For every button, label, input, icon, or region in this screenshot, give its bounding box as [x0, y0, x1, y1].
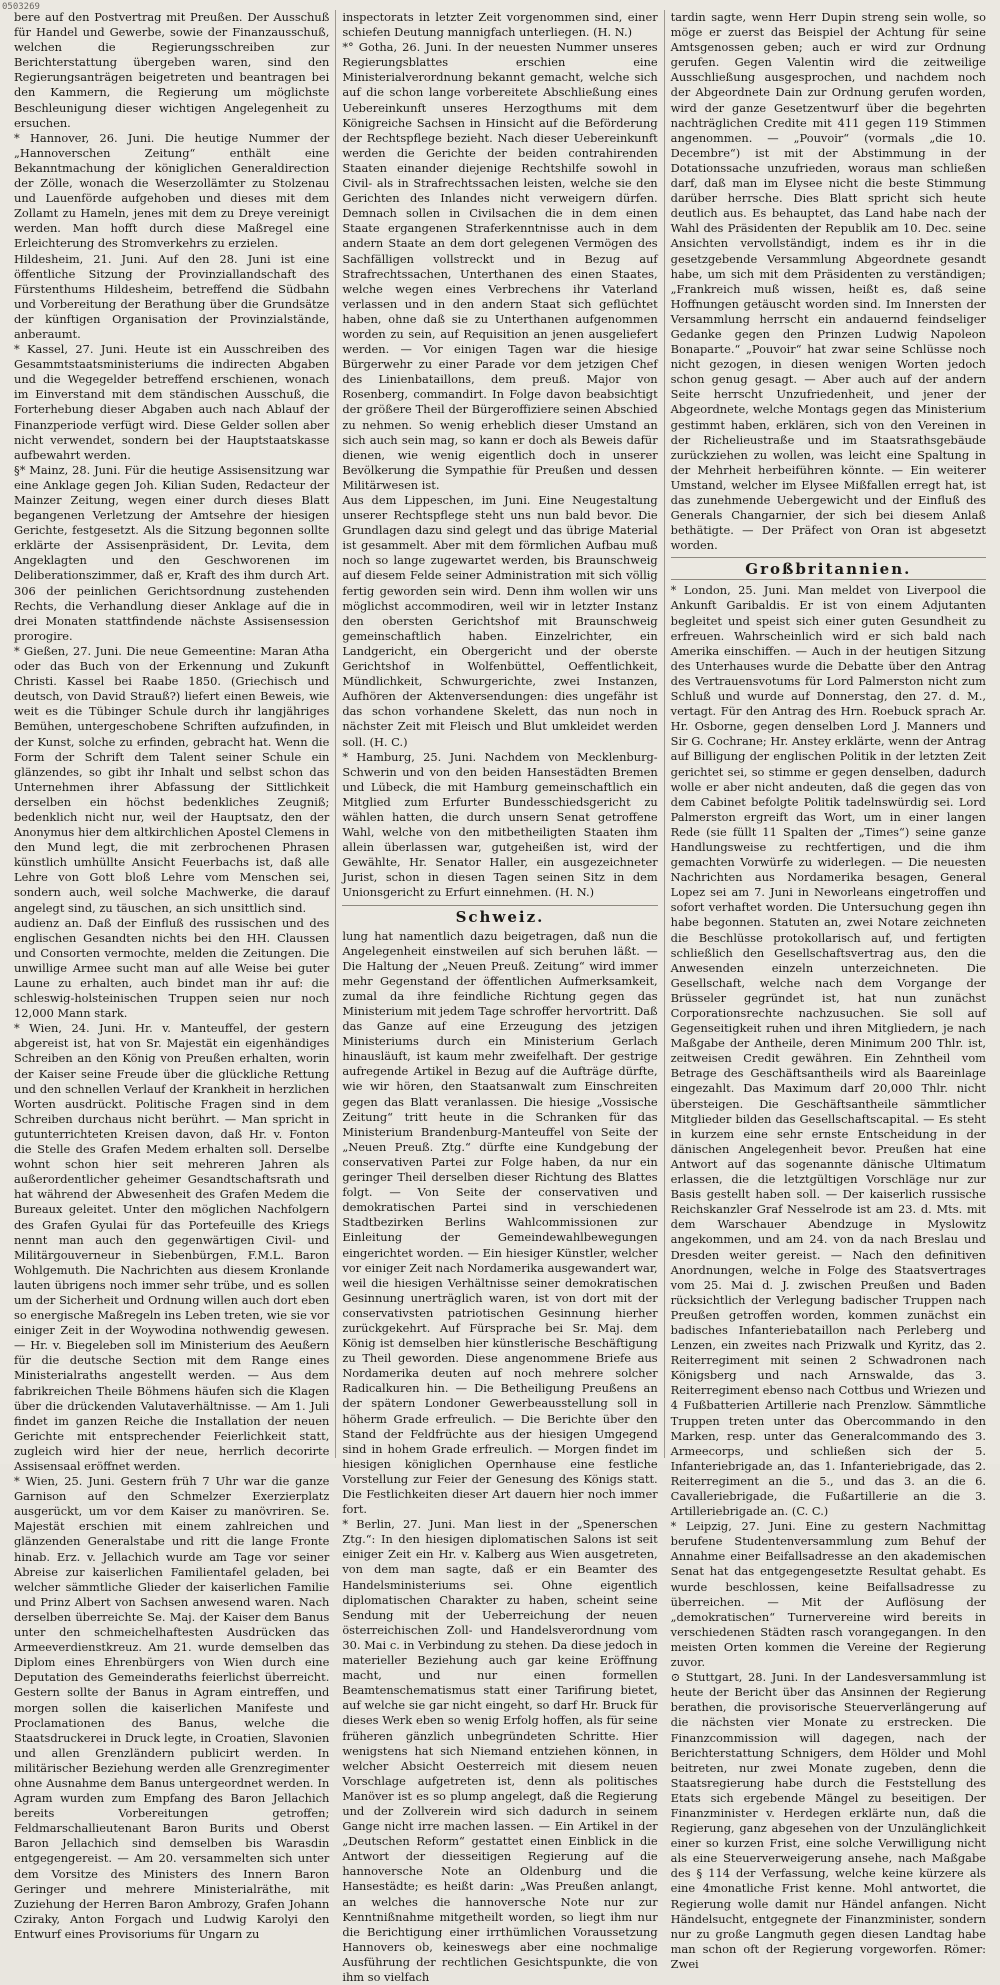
article-paragraph: * Kassel, 27. Juni. Heute ist ein Ausschreiben des Gesammtstaatsministeriums die indirecten Abgaben und die Wegegelder betreffend erschienen, wonach im Einverstand mit dem ständischen Ausschuß, die Forterhebung dieser Abgaben auch nach Ablauf der Finanzperiode verfügt wird. Diese Gelder sollen aber nicht verwendet, sondern bei der Hauptstaatskasse aufbewahrt werden.: [14, 342, 330, 462]
section-heading: Großbritannien.: [671, 557, 986, 580]
archive-stamp: 0503269: [2, 2, 40, 12]
article-paragraph: lung hat namentlich dazu beigetragen, daß nun die Angelegenheit einstweilen auf sich beruhen läßt. — Die Haltung der „Neuen Preuß. Zeitung“ wird immer mehr Gegenstand der öffentlichen Aufmerksamkeit, zumal da ihre feindliche Richtung gegen das Ministerium mit jedem Tage schroffer hervortritt. Daß das Ganze auf eine Erzeugung des jetzigen Ministeriums durch ein Ministerium Gerlach hinausläuft, ist kaum mehr zweifelhaft. Der gestrige aufregende Artikel in Bezug auf die Aufträge dürfte, wie wir hören, den Staatsanwalt zum Einschreiten gegen das Blatt veranlassen. Die hiesige „Vossische Zeitung“ tritt heute in die Schranken für das Ministerium Brandenburg-Manteuffel von Seite der „Neuen Preuß. Ztg.“ dürfte eine Kundgebung der conservativen Partei zur Folge haben, da nur ein geringer Theil derselben dieser Richtung des Blattes folgt. — Von Seite der conservativen und demokratischen Partei sind in verschiedenen Stadtbezirken Berlins Wahlcommissionen zur Einleitung der Gemeindewahlbewegungen eingerichtet worden. — Ein hiesiger Künstler, welcher vor einiger Zeit nach Nordamerika ausgewandert war, weil die hiesigen Verhältnisse seiner demokratischen Gesinnung unerträglich waren, ist von dort mit der conservativsten patriotischen Gesinnung hierher zurückgekehrt. Auf Fürsprache bei Sr. Maj. dem König ist demselben hier künstlerische Beschäftigung zu Theil geworden. Diese angenommene Briefe aus Nordamerika deuten auf noch mehrere solcher Radicalkuren hin. — Die Betheiligung Preußens an der spätern Londoner Gewerbeausstellung soll in höherm Grade erfreulich. — Die Berichte über den Stand der Feldfrüchte aus der hiesigen Umgegend sind in hohem Grade erfreulich. — Morgen findet im hiesigen königlichen Opernhause eine festliche Vorstellung zur Feier der Genesung des Königs statt. Die Festlichkeiten dieser Art dauern hier noch immer fort.: [342, 928, 658, 1517]
article-paragraph: *° Gotha, 26. Juni. In der neuesten Nummer unseres Regierungsblattes erschien eine Ministerialverordnung bekannt gemacht, welche sich auf die schon lange vorbereitete Abschließung eines Uebereinkunft unseres Herzogthums mit dem Königreiche Sachsen in Hinsicht auf die Beförderung der Rechtspflege bezieht. Nach dieser Uebereinkunft werden die Gerichte der beiden contrahirenden Staaten einander diejenige Rechtshilfe sowohl in Civil- als in Strafrechtssachen leisten, welche sie den Gerichten des Inlandes nicht verweigern dürfen. Demnach sollen in Civilsachen die in dem einen Staate ergangenen Straferkenntnisse auch in dem andern Staate an dem dort gelegenen Vermögen des Sachfälligen vollstreckt und in Bezug auf Strafrechtssachen, Unterthanen des einen Staates, welche wegen eines Verbrechens ihr Vaterland verlassen und in den andern Staat sich geflüchtet haben, ohne daß sie zu Unterthanen aufgenommen worden zu sein, auf Requisition an jenen ausgeliefert werden. — Vor einigen Tagen war die hiesige Bürgerwehr zu einer Parade vor dem jetzigen Chef des Linienbataillons, dem preuß. Major von Rosenberg, commandirt. In Folge davon beabsichtigt der größere Theil der Bürgeroffiziere seinen Abschied zu nehmen. So wenig erheblich dieser Umstand an sich auch sein mag, so kann er doch als Beweis dafür dienen, wie wenig eigentlich doch in unserer Bevölkerung die Sympathie für Preußen und dessen Militärwesen ist.: [342, 40, 658, 492]
article-paragraph: ⊙ Stuttgart, 28. Juni. In der Landesversammlung ist heute der Bericht über das Ansinnen der Regierung berathen, die provisorische Steuerverlängerung auf die nächsten vier Monate zu erstrecken. Die Finanzcommission will dagegen, nach der Berichterstattung Schnigers, dem Hölder und Mohl beitreten, nur zwei Monate zugeben, denn die Staatsregierung habe durch die Feststellung des Etats sich ergebende Mängel zu beseitigen. Der Finanzminister v. Herdegen erklärte nun, daß die Regierung, ganz abgesehen von der Unzulänglichkeit einer so kurzen Frist, eine solche Verwilligung nicht als eine Steuerverweigerung ansehe, nach Maßgabe des § 114 der Verfassung, welche keine kürzere als eine 4monatliche Frist kenne. Mohl antwortet, die Regierung wolle damit nur Händel anfangen. Nicht Händelsucht, entgegnete der Finanzminister, sondern nur zu große Langmuth gegen diesen Landtag habe man schon oft der Regierung vorgeworfen. Römer: Zwei: [670, 1670, 986, 1971]
article-paragraph: * Wien, 24. Juni. Hr. v. Manteuffel, der gestern abgereist ist, hat von Sr. Majestät ein eigenhändiges Schreiben an den König von Preußen erhalten, worin der Kaiser seine Freude über die glückliche Rettung und den schnellen Verlauf der Krankheit in herzlichen Worten ausdrückt. Politische Fragen sind in dem Schreiben durchaus nicht berührt. — Man spricht in gutunterrichteten Kreisen davon, daß Hr. v. Fonton die Stelle des Grafen Medem erhalten soll. Derselbe wohnt schon hier seit mehreren Jahren als außerordentlicher geheimer Gesandtschaftsrath und hat während der Abwesenheit des Grafen Medem die Bureaux geleitet. Unter den möglichen Nachfolgern des Grafen Gyulai für das Portefeuille des Kriegs nennt man auch den gegenwärtigen Civil- und Militärgouverneur in Siebenbürgen, F.M.L. Baron Wohlgemuth. Die Nachrichten aus diesem Kronlande lauten übrigens noch immer sehr trübe, und es sollen um der Sicherheit und Ordnung willen auch dort eben so energische Maßregeln ins Leben treten, wie sie vor einiger Zeit in der Woywodina nothwendig gewesen. — Hr. v. Biegeleben soll im Ministerium des Aeußern für die deutsche Section mit dem Range eines Ministerialraths angestellt werden. — Aus dem fabrikreichen Theile Böhmens häufen sich die Klagen über die drückenden Valutaverhältnisse. — Am 1. Juli findet im ganzen Reiche die Installation der neuen Gerichte mit entsprechender Feierlichkeit statt, zugleich wird hier der neue, herrlich decorirte Assisensaal eröffnet werden.: [14, 1021, 330, 1473]
article-paragraph: * Leipzig, 27. Juni. Eine zu gestern Nachmittag berufene Studentenversammlung zum Behuf der Annahme einer Beifallsadresse an den akademischen Senat hat das entgegengesetzte Resultat gehabt. Es wurde beschlossen, keine Beifallsadresse zu überreichen. — Mit der Auflösung der „demokratischen“ Turnervereine wird bereits in verschiedenen Städten rasch vorangegangen. In den meisten Orten kommen die Vereine der Regierung zuvor.: [670, 1519, 986, 1670]
article-paragraph: Aus dem Lippeschen, im Juni. Eine Neugestaltung unserer Rechtspflege steht uns nun bald bevor. Die Grundlagen dazu sind gelegt und das übrige Material ist gesammelt. Aber mit dem förmlichen Aufbau muß noch so lange zugewartet werden, bis Braunschweig auf diesem Felde seiner Administration mit sich völlig fertig geworden sein wird. Denn ihm wollen wir uns möglichst accommodiren, weil wir in letzter Instanz den obersten Gerichtshof mit Braunschweig gemeinschaftlich haben. Einzelrichter, ein Landgericht, ein Obergericht und der oberste Gerichtshof in Wolfenbüttel, Oeffentlichkeit, Mündlichkeit, Schwurgerichte, zwei Instanzen, Aufhören der Aktenversendungen: dies ungefähr ist das schon vorhandene Skelett, das nun noch in nächster Zeit mit Fleisch und Blut umkleidet werden soll. (H. C.): [342, 493, 658, 749]
article-paragraph: §* Mainz, 28. Juni. Für die heutige Assisensitzung war eine Anklage gegen Joh. Kilian Suden, Redacteur der Mainzer Zeitung, wegen einer durch dieses Blatt begangenen Verletzung der Amtsehre der hiesigen Gerichte, festgesetzt. Als die Sitzung begonnen sollte erklärte der Assisenpräsident, Dr. Levita, dem Angeklagten und den Geschworenen im Deliberationszimmer, daß er, Kraft des ihm durch Art. 306 der peinlichen Gerichtsordnung zustehenden Rechts, die Verhandlung dieser Anklage auf die in drei Monaten stattfindende nächste Assisensession prorogire.: [14, 462, 330, 643]
column-3: [664, 10, 992, 1971]
column-1: [8, 10, 335, 1941]
article-paragraph: * Hamburg, 25. Juni. Nachdem von Mecklenburg-Schwerin und von den beiden Hansestädten Bremen und Lübeck, die mit Hamburg gemeinschaftlich ein Mitglied zum Erfurter Bundesschiedsgericht zu wählen hatten, die durch unsern Senat getroffene Wahl, welche von den mitbetheiligten Staaten ihm allein überlassen war, gutgeheißen ist, wird der Gewählte, Hr. Senator Haller, ein ausgezeichneter Jurist, schon in diesen Tagen seinen Sitz in dem Unionsgericht zu Erfurt einnehmen. (H. N.): [342, 749, 658, 900]
article-paragraph: Hildesheim, 21. Juni. Auf den 28. Juni ist eine öffentliche Sitzung der Provinziallandschaft des Fürstenthums Hildesheim, betreffend die Südbahn und Vorbereitung der Berathung über die Grundsätze der künftigen Organisation der Provinzialstände, anberaumt.: [14, 251, 330, 341]
section-heading: Schweiz.: [342, 905, 657, 926]
article-paragraph: * London, 25. Juni. Man meldet von Liverpool die Ankunft Garibaldis. Er ist von einem Adjutanten begleitet und speist sich einer guten Gesundheit zu erfreuen. Wahrscheinlich wird er sich bald nach Amerika einschiffen. — Auch in der heutigen Sitzung des Unterhauses wurde die Debatte über den Antrag des Vertrauensvotums für Lord Palmerston nicht zum Schluß und wurde auf Donnerstag, den 27. d. M., vertagt. Für den Antrag des Hrn. Roebuck sprach Ar. Hr. Osborne, gegen denselben Lord J. Manners und Sir G. Cochrane; Hr. Anstey erklärte, wenn der Antrag auf Billigung der englischen Politik in der letzten Zeit gerichtet sei, so stimme er gegen denselben, dadurch wolle er aber nicht andeuten, daß die gegen das von dem Cabinet befolgte Politik tadelnswürdig sei. Lord Palmerston ergreift das Wort, um in einer langen Rede (sie füllt 11 Spalten der „Times“) seine ganze Handlungsweise zu rechtfertigen, und die ihm gemachten Vorwürfe zu widerlegen. — Die neuesten Nachrichten aus Nordamerika besagen, General Lopez sei am 7. Juni in Neworleans eingetroffen und sofort verhaftet worden. Die Untersuchung gegen ihn habe begonnen. Statuten an, zwei Notare zeichneten die Beschlüsse protokollarisch auf, und fertigten schließlich den Gesellschaftsvertrag aus, den die Anwesenden einzeln unterzeichneten. Die Gesellschaft, welche nach dem Vorgange der Brüsseler gegründet ist, hat nun zunächst Corporationsrechte nachzusuchen. Sie soll auf Gegenseitigkeit ruhen und ihren Mitgliedern, je nach Maßgabe der Antheile, deren Minimum 200 Thlr. ist, zeitweisen Credit gewähren. Ein Zehntheil vom Betrage des Geschäftsantheils wird als Baareinlage eingezahlt. Das Maximum darf 20,000 Thlr. nicht übersteigen. Die Geschäftsantheile sämmtlicher Mitglieder bilden das Gesellschaftscapital. — Es steht in kurzem eine sehr ernste Entscheidung in der dänischen Angelegenheit bevor. Preußen hat eine Antwort auf das sogenannte dänische Ultimatum erlassen, die die letztgültigen Vorschläge nur zur Basis gestellt haben soll. — Der kaiserlich russische Reichskanzler Graf Nesselrode ist am 23. d. Mts. mit dem Warschauer Abendzuge in Myslowitz angekommen, und am 24. von da nach Breslau und Dresden weiter gereist. — Nach den definitiven Anordnungen, welche in Folge des Staatsvertrages vom 25. Mai d. J. zwischen Preußen und Baden rücksichtlich der Verlegung badischer Truppen nach Preußen getroffen worden, kommen zunächst ein badisches Infanteriebataillon nach Perleberg und Lenzen, ein zweites nach Prizwalk und Kyritz, das 2. Reiterregiment mit seinen 2 Schwadronen nach Königsberg und nach Arnswalde, das 3. Reiterregiment ebenso nach Cottbus und Wriezen und 4 Fußbatterien Artillerie nach Prenzlow. Sämmtliche Truppen treten unter das Obercommando in den Marken, resp. unter das Generalcommando des 3. Armeecorps, und schließen sich der 5. Infanteriebrigade an, das 1. Infanteriebrigade, das 2. Reiterregiment an die 5., und das 3. an die 6. Cavalleriebrigade, die Fußartillerie an die 3. Artilleriebrigade an. (C. C.): [670, 583, 986, 1519]
article-paragraph: * Gießen, 27. Juni. Die neue Gemeentine: Maran Atha oder das Buch von der Erkennung und Zukunft Christi. Kassel bei Raabe 1850. (Griechisch und deutsch, von David Strauß?) liefert einen Beweis, wie weit es die Tübinger Schule durch ihr langjähriges Bemühen, untergeschobene Schriften aufzufinden, in der Kunst, solche zu erfinden, gebracht hat. Wenn die Form der Schrift dem Talent seiner Schule ein glänzendes, so gibt ihr Inhalt und selbst schon das Unternehmen ihrer Abfassung der Sittlichkeit derselben ein höchst bedenkliches Zeugniß; bedenklich nicht nur, weil der Hauptsatz, den der Anonymus hier dem altkirchlichen Apostel Clemens in den Mund legt, die mit zerbrochenen Phrasen künstlich umhüllte Ansicht Feuerbachs ist, daß alle Lehre von Gott bloß Lehre vom Menschen sei, sondern auch, weil solche Machwerke, die darauf angelegt sind, zu täuschen, an sich unsittlich sind.: [14, 643, 330, 915]
columns: [8, 4, 992, 1984]
article-paragraph: bere auf den Postvertrag mit Preußen. Der Ausschuß für Handel und Gewerbe, sowie der Finanzausschuß, welchen die Regierungsschreiben zur Berichterstattung übergeben waren, sind den Regierungsanträgen beigetreten und beantragen bei den Kammern, die Regierung um möglichste Beschleunigung dieser wichtigen Angelegenheit zu ersuchen.: [14, 10, 330, 130]
article-paragraph: inspectorats in letzter Zeit vorgenommen sind, einer schiefen Deutung mannigfach unterliegen. (H. N.): [342, 10, 658, 40]
article-paragraph: * Hannover, 26. Juni. Die heutige Nummer der „Hannoverschen Zeitung“ enthält eine Bekanntmachung der königlichen Generaldirection der Zölle, wonach die Weserzollämter zu Stolzenau und Lauenförde aufgehoben und dieses mit dem Zollamt zu Hameln, jenes mit dem zu Dreye vereinigt werden. Man hofft durch diese Maßregel eine Erleichterung des Stromverkehrs zu erzielen.: [14, 130, 330, 251]
article-paragraph: audienz an. Daß der Einfluß des russischen und des englischen Gesandten nichts bei den HH. Claussen und Consorten vermochte, melden die Zeitungen. Die unwillige Armee sucht man auf alle Weise bei guter Laune zu erhalten, auch bindet man ihr auf: die schleswig-holsteinischen Truppen seien nur noch 12,000 Mann stark.: [14, 915, 330, 1021]
column-2: [335, 10, 663, 1984]
article-paragraph: tardin sagte, wenn Herr Dupin streng sein wolle, so möge er zuerst das Beispiel der Achtung für seine Amtsgenossen geben; auch er wird zur Ordnung gerufen. Gegen Valentin wird die zeitweilige Ausschließung ausgesprochen, und nachdem noch der Abgeordnete Dain zur Ordnung gerufen worden, wird der ganze Gesetzentwurf über die begehrten nachträglichen Credite mit 411 gegen 119 Stimmen angenommen. — „Pouvoir“ (vormals „die 10. Decembre“) ist mit der Abstimmung in der Dotationssache unzufrieden, woraus man schließen darf, daß man im Elysee nicht die beste Stimmung darüber herrsche. Dies Blatt spricht sich heute deutlich aus. Es behauptet, das Land habe nach der Wahl des Präsidenten der Republik am 10. Dec. seine Ansichten vervollständigt, indem es ihr in die gesetzgebende Versammlung Abgeordnete gesandt habe, um sich mit dem Präsidenten zu verständigen; „Frankreich muß wissen, heißt es, daß seine Hoffnungen getäuscht worden sind. Im Innersten der Versammlung herrscht ein andauernd feindseliger Gedanke gegen den Prinzen Ludwig Napoleon Bonaparte.“ „Pouvoir“ hat zwar seine Schlüsse noch nicht gezogen, in diesen wenigen Worten jedoch schon genug gesagt. — Aber auch auf der andern Seite herrscht Unzufriedenheit, und jener der Abgeordnete, welche Montags gegen das Ministerium gestimmt haben, erklären, sich von den Vereinen in der Richelieustraße und im Staatsrathsgebäude zurückziehen zu wollen, was leicht eine Spaltung in der Mehrheit herbeiführen könnte. — Ein weiterer Umstand, welcher im Elysee Mißfallen erregt hat, ist das zunehmende Uebergewicht und der Einfluß des Generals Changarnier, der sich bei diesem Anlaß bethätigte. — Der Präfect von Oran ist abgesetzt worden.: [670, 10, 986, 553]
article-paragraph: * Berlin, 27. Juni. Man liest in der „Spenerschen Ztg.“: In den hiesigen diplomatischen Salons ist seit einiger Zeit ein Hr. v. Kalberg aus Wien ausgetreten, von dem man sagte, daß er ein Beamter des Handelsministeriums sei. Ohne eigentlich diplomatischen Charakter zu haben, scheint seine Sendung mit der Ueberreichung der neuen österreichischen Zoll- und Handelsverordnung vom 30. Mai c. in Verbindung zu stehen. Da diese jedoch in materieller Beziehung auch gar keine Eröffnung macht, und nur einen formellen Beamtenschematismus statt einer Tarifirung bietet, auf welche sie gar nicht eingeht, so darf Hr. Bruck für dieses Werk eben so wenig Erfolg hoffen, als für seine früheren gänzlich unbegründeten Schritte. Hier wenigstens hat sich Niemand entziehen können, in welcher Absicht Oesterreich mit diesem neuen Vorschlage aufgetreten ist, denn als politisches Manöver ist es so plump angelegt, daß die Regierung und der Zollverein wird sich dadurch in seinem Gange nicht irre machen lassen. — Ein Artikel in der „Deutschen Reform“ gestattet einen Einblick in die Antwort der diesseitigen Regierung auf die hannoversche Note an Oldenburg und die Hansestädte; es heißt darin: „Was Preußen anlangt, an welches die hannoversche Note nur zur Kenntnißnahme mitgetheilt worden, so liegt ihm nur die Berichtigung einer irrthümlichen Voraussetzung Hannovers ob, keineswegs aber eine nochmalige Ausführung der rechtlichen Gesichtspunkte, die von ihm so vielfach: [342, 1517, 658, 1984]
article-paragraph: * Wien, 25. Juni. Gestern früh 7 Uhr war die ganze Garnison auf den Schmelzer Exerzierplatz ausgerückt, um vor dem Kaiser zu manövriren. Se. Majestät erschien mit einem zahlreichen und glänzenden Generalstabe und ritt die lange Fronte hinab. Erz. v. Jellachich wurde am Tage vor seiner Abreise zur kaiserlichen Familientafel geladen, bei welcher sämmtliche Glieder der kaiserlichen Familie und Prinz Albert von Sachsen anwesend waren. Nach derselben überreichte Se. Maj. der Kaiser dem Banus unter den schmeichelhaftesten Ausdrücken das Armeeverdienstkreuz. Am 21. wurde demselben das Diplom eines Ehrenbürgers von Wien durch eine Deputation des Gemeinderaths feierlichst überreicht. Gestern sollte der Banus in Agram eintreffen, und morgen sollen die kaiserlichen Manifeste und Proclamationen des Banus, welche die Staatsdruckerei in Druck legte, in Croatien, Slavonien und allen Grenzländern publicirt werden. In militärischer Beziehung werden alle Grenzregimenter ohne Ausnahme dem Banus untergeordnet werden. In Agram wurden zum Empfang des Baron Jellachich bereits Vorbereitungen getroffen; Feldmarschallieutenant Baron Burits und Oberst Baron Jellachich sind demselben bis Warasdin entgegengereist. — Am 20. versammelten sich unter dem Vorsitze des Ministers des Innern Baron Geringer und mehrere Ministerialräthe, mit Zuziehung der Herren Baron Ambrozy, Grafen Johann Cziraky, Anton Forgach und Ludwig Karolyi den Entwurf eines Provisoriums für Ungarn zu: [14, 1474, 330, 1941]
